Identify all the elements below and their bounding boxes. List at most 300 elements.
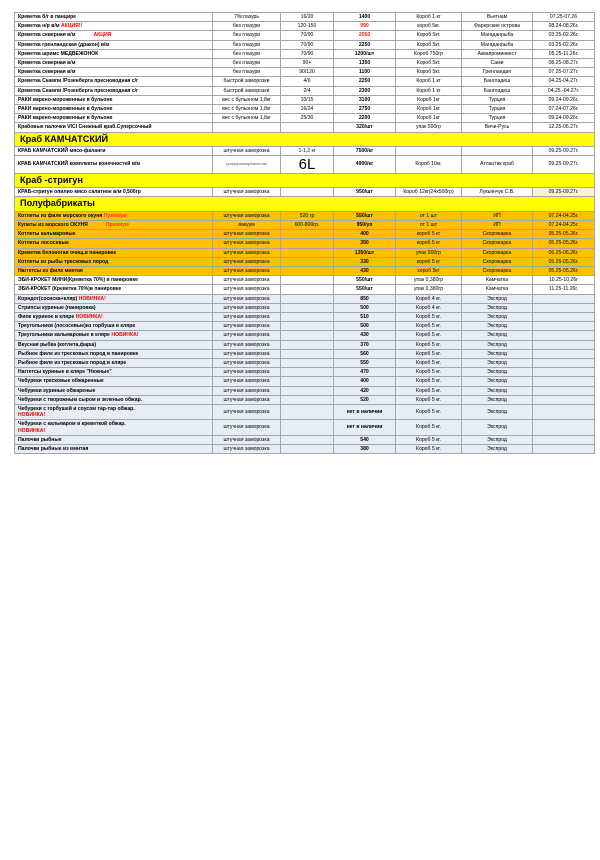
- shelf-life-cell: 07.24-04.25г.: [533, 220, 595, 229]
- size-cell: [281, 377, 334, 386]
- price-list-table: [14, 12, 595, 454]
- packaging-cell: упак 900гр: [396, 248, 462, 257]
- table-row: [15, 114, 595, 123]
- glaze-cell: штучная заморозка: [213, 303, 281, 312]
- manufacturer-cell: Турция: [462, 105, 533, 114]
- product-name-text: Креветка гренландская (дракон) в/м: [18, 41, 110, 48]
- product-name-text: Креветка Скампи /Розенберга пресноводная с/г: [18, 78, 139, 85]
- size-cell: 90/120: [281, 68, 334, 77]
- product-name-cell: [15, 211, 213, 220]
- manufacturer-cell: Фарерские острова: [462, 22, 533, 31]
- glaze-cell: штучная заморозка: [213, 211, 281, 220]
- manufacturer-cell: ИП: [462, 211, 533, 220]
- packaging-cell: упак 0,380гр: [396, 285, 462, 294]
- product-name-cell: [15, 123, 213, 132]
- product-name-cell: [15, 257, 213, 266]
- size-cell: [281, 239, 334, 248]
- glaze-cell: штучная заморозка: [213, 331, 281, 340]
- manufacturer-cell: Экспрод: [462, 303, 533, 312]
- size-cell: 2/4: [281, 86, 334, 95]
- table-row: [15, 420, 595, 435]
- shelf-life-cell: 05.25-05.26г.: [533, 239, 595, 248]
- size-cell: 10/15: [281, 95, 334, 104]
- product-name-text: Креветка северная в/м: [18, 69, 76, 76]
- price-cell: 2750: [334, 105, 396, 114]
- table-row: [15, 22, 595, 31]
- packaging-cell: Короб 5кг.: [396, 59, 462, 68]
- shelf-life-cell: 09.24-09.26г.: [533, 95, 595, 104]
- size-cell: [281, 312, 334, 321]
- product-name-text: Креветка шримс МЕДВЕЖОНОК: [18, 50, 99, 57]
- size-cell: 4/6: [281, 77, 334, 86]
- product-name-cell: [15, 377, 213, 386]
- size-cell: [281, 188, 334, 197]
- table-row: [15, 77, 595, 86]
- table-row: [15, 340, 595, 349]
- size-cell: [281, 349, 334, 358]
- manufacturer-cell: Скорожарка: [462, 230, 533, 239]
- product-name-cell: [15, 40, 213, 49]
- product-name-text: Треугольники кальмаровые в кляре: [18, 332, 112, 339]
- product-name-text: Палочки рыбные из минтая: [18, 445, 89, 452]
- shelf-life-cell: 12.25-06.27г.: [533, 123, 595, 132]
- packaging-cell: Короб 5 кг.: [396, 358, 462, 367]
- price-cell: 990: [334, 22, 396, 31]
- product-name-cell: [15, 105, 213, 114]
- size-cell: [281, 257, 334, 266]
- shelf-life-cell: [533, 312, 595, 321]
- size-cell: [281, 435, 334, 444]
- product-name-cell: [15, 420, 213, 435]
- novelty-badge: НОВИНКА!: [18, 427, 46, 434]
- product-name-cell: [15, 322, 213, 331]
- promo-badge: АКЦИЯ: [93, 32, 112, 39]
- table-row: [15, 230, 595, 239]
- price-cell: 430: [334, 331, 396, 340]
- manufacturer-cell: Экспрод: [462, 358, 533, 367]
- shelf-life-cell: [533, 294, 595, 303]
- packaging-cell: Короб 1кг: [396, 95, 462, 104]
- price-cell: 320/шт: [334, 123, 396, 132]
- manufacturer-cell: Камчатка: [462, 285, 533, 294]
- price-list-body: [15, 13, 595, 454]
- product-name-text: Купаты из морского ОКУНЯ: [18, 221, 88, 228]
- shelf-life-cell: 08.25-08.27г.: [533, 59, 595, 68]
- glaze-cell: вес с бульоном 1,8кг: [213, 105, 281, 114]
- table-row: [15, 239, 595, 248]
- price-cell: 330: [334, 257, 396, 266]
- table-row: [15, 13, 595, 22]
- table-row: [15, 285, 595, 294]
- size-cell: [281, 123, 334, 132]
- price-cell: 550/шт: [334, 285, 396, 294]
- packaging-cell: Короб 1 кг: [396, 77, 462, 86]
- size-cell: [281, 395, 334, 404]
- table-row: [15, 188, 595, 197]
- glaze-cell: штучная заморозка: [213, 377, 281, 386]
- price-cell: 7500/кг: [334, 146, 396, 155]
- glaze-cell: штучная заморозка: [213, 312, 281, 321]
- product-name-text: КРАБ КАМЧАТСКИЙ мясо-фаланги: [18, 147, 106, 154]
- product-name-text: Креветка Скампи /Розенберга пресноводная с/г: [18, 87, 139, 94]
- size-cell: [281, 404, 334, 419]
- product-name-text: Креветка б/г в панцире: [18, 14, 77, 20]
- section-header-row: [15, 132, 595, 146]
- packaging-cell: Короб 5 кг.: [396, 349, 462, 358]
- product-name-cell: [15, 444, 213, 453]
- packaging-cell: короб 5 кг: [396, 239, 462, 248]
- size-cell: [281, 340, 334, 349]
- shelf-life-cell: [533, 444, 595, 453]
- price-cell: 510: [334, 312, 396, 321]
- product-name-text: Креветка северная в/м: [18, 60, 76, 67]
- table-row: [15, 59, 595, 68]
- product-name-text: Чебуреки с творожным сыром и зеленью обжар.: [18, 396, 143, 403]
- product-name-cell: [15, 248, 213, 257]
- packaging-cell: Короб 5 кг.: [396, 395, 462, 404]
- manufacturer-cell: Вьетнам: [462, 13, 533, 22]
- packaging-cell: Короб 5кг.: [396, 31, 462, 40]
- price-cell: 1350: [334, 59, 396, 68]
- manufacturer-cell: Гренландия: [462, 68, 533, 77]
- product-name-text: Котлеты из филе морского окуня: [18, 212, 104, 219]
- shelf-life-cell: [533, 349, 595, 358]
- manufacturer-cell: Экспрод: [462, 340, 533, 349]
- table-row: [15, 220, 595, 229]
- size-cell: [281, 285, 334, 294]
- product-name-text: Корндог(сосиска+кляр): [18, 295, 79, 302]
- packaging-cell: Короб 5 кг.: [396, 404, 462, 419]
- product-name-text: Вкусная рыбка (котлета,фарш): [18, 341, 97, 348]
- glaze-cell: штучная заморозка: [213, 294, 281, 303]
- product-name-text: Наггетсы куриные в кляре "Нежные": [18, 369, 112, 376]
- table-row: [15, 294, 595, 303]
- glaze-cell: быстрой заморозки: [213, 86, 281, 95]
- packaging-cell: короб 5 кг: [396, 230, 462, 239]
- shelf-life-cell: 05.25-11.26г.: [533, 49, 595, 58]
- glaze-cell: штучная заморозка: [213, 349, 281, 358]
- table-row: [15, 368, 595, 377]
- price-cell: 4900/кг: [334, 156, 396, 174]
- packaging-cell: короб 5кг: [396, 266, 462, 275]
- glaze-cell: 7%глазурь: [213, 13, 281, 22]
- glaze-cell: штучная заморозка: [213, 435, 281, 444]
- manufacturer-cell: Скорожарка: [462, 266, 533, 275]
- manufacturer-cell: ИП: [462, 220, 533, 229]
- product-name-text: Чебуреки куриные обжареные: [18, 387, 96, 394]
- packaging-cell: Короб 5кг.: [396, 40, 462, 49]
- manufacturer-cell: [462, 146, 533, 155]
- product-name-text: Треугольники (лососевые)из горбуши в кляре: [18, 323, 136, 330]
- table-row: [15, 95, 595, 104]
- table-row: [15, 312, 595, 321]
- glaze-cell: штучная заморозка: [213, 420, 281, 435]
- glaze-cell: [213, 123, 281, 132]
- manufacturer-cell: Экспрод: [462, 444, 533, 453]
- manufacturer-cell: Экспрод: [462, 331, 533, 340]
- manufacturer-cell: Лукьянчук С.В.: [462, 188, 533, 197]
- glaze-cell: штучная заморозка: [213, 322, 281, 331]
- glaze-cell: без глазури: [213, 31, 281, 40]
- size-cell: 70/90: [281, 40, 334, 49]
- table-row: [15, 276, 595, 285]
- product-name-text: ЭБИ-КРОКЕТ (Креветка 70%)в панировке: [18, 286, 122, 293]
- price-cell: 550/шт: [334, 276, 396, 285]
- size-cell: 70/90: [281, 31, 334, 40]
- glaze-cell: штучная заморозка: [213, 444, 281, 453]
- glaze-cell: штучная заморозка: [213, 404, 281, 419]
- manufacturer-cell: Экспрод: [462, 435, 533, 444]
- price-cell: 2050: [334, 31, 396, 40]
- price-cell: 380: [334, 444, 396, 453]
- packaging-cell: Короб 12кг(24х500гр): [396, 188, 462, 197]
- manufacturer-cell: Турция: [462, 114, 533, 123]
- glaze-cell: быстрой заморозки: [213, 77, 281, 86]
- shelf-life-cell: 03.25-02.26г.: [533, 31, 595, 40]
- glaze-cell: штучная заморозка: [213, 386, 281, 395]
- product-name-cell: [15, 114, 213, 123]
- table-row: [15, 49, 595, 58]
- novelty-badge: НОВИНКА!: [111, 332, 139, 339]
- glaze-cell: без глазури: [213, 59, 281, 68]
- product-name-text: ЭБИ-КРОКЕТ МИНИ(Креветка 70%) в панировке: [18, 277, 138, 284]
- packaging-cell: [396, 146, 462, 155]
- product-name-cell: [15, 13, 213, 22]
- size-cell: [281, 444, 334, 453]
- table-row: [15, 68, 595, 77]
- section-header-label: Краб КАМЧАТСКИЙ: [15, 132, 595, 146]
- size-cell: 1-1,2 кг: [281, 146, 334, 155]
- glaze-cell: штучная заморозка: [213, 340, 281, 349]
- packaging-cell: Короб 5 кг.: [396, 322, 462, 331]
- manufacturer-cell: Скорожарка: [462, 257, 533, 266]
- glaze-cell: штучная заморозка: [213, 257, 281, 266]
- shelf-life-cell: [533, 368, 595, 377]
- size-cell: [281, 276, 334, 285]
- product-name-cell: [15, 340, 213, 349]
- shelf-life-cell: 07.25-07.26: [533, 13, 595, 22]
- manufacturer-cell: Экспрод: [462, 312, 533, 321]
- shelf-life-cell: 09.24-09.26г.: [533, 114, 595, 123]
- glaze-cell: без глазури: [213, 22, 281, 31]
- shelf-life-cell: 08.24-08.26г.: [533, 22, 595, 31]
- shelf-life-cell: [533, 395, 595, 404]
- product-name-cell: [15, 220, 213, 229]
- glaze-cell: штучная заморозка: [213, 358, 281, 367]
- premium-badge: Премиум: [103, 212, 127, 219]
- size-cell: [281, 358, 334, 367]
- packaging-cell: Короб 5 кг.: [396, 377, 462, 386]
- price-cell: 520: [334, 395, 396, 404]
- packaging-cell: Короб 750гр: [396, 49, 462, 58]
- price-cell: 550: [334, 358, 396, 367]
- product-name-text: Крабовые палочки VICI Снежный краб.Суперсочный: [18, 124, 152, 131]
- product-name-cell: [15, 266, 213, 275]
- product-name-cell: [15, 31, 213, 40]
- manufacturer-cell: Вичи-Русь: [462, 123, 533, 132]
- manufacturer-cell: Экспрод: [462, 386, 533, 395]
- size-cell: [281, 248, 334, 257]
- product-name-text: Палочки рыбные: [18, 436, 62, 443]
- table-row: [15, 404, 595, 419]
- table-row: [15, 395, 595, 404]
- size-cell: [281, 331, 334, 340]
- price-cell: 850: [334, 294, 396, 303]
- glaze-cell: штучная заморозка: [213, 188, 281, 197]
- price-cell: 400: [334, 377, 396, 386]
- glaze-cell: штучная заморозка: [213, 368, 281, 377]
- table-row: [15, 303, 595, 312]
- table-row: [15, 31, 595, 40]
- product-name-cell: [15, 368, 213, 377]
- price-cell: 560: [334, 349, 396, 358]
- section-header-row: [15, 174, 595, 188]
- product-name-text: Стрипсы куриные (панировка): [18, 304, 96, 311]
- shelf-life-cell: 04.25.-04.27г.: [533, 86, 595, 95]
- size-cell: [281, 294, 334, 303]
- manufacturer-cell: Турция: [462, 95, 533, 104]
- product-name-text: КРАБ КАМЧАТСКИЙ комплекты конечностей в/м: [18, 161, 141, 168]
- size-cell: 70/90: [281, 49, 334, 58]
- table-row: [15, 257, 595, 266]
- table-row: [15, 105, 595, 114]
- table-row: [15, 40, 595, 49]
- shelf-life-cell: [533, 377, 595, 386]
- product-name-cell: [15, 331, 213, 340]
- packaging-cell: короб 5кг.: [396, 22, 462, 31]
- shelf-life-cell: 04.25-04.27г.: [533, 77, 595, 86]
- price-cell: 550/шт: [334, 211, 396, 220]
- shelf-life-cell: [533, 386, 595, 395]
- product-name-text: Чебуреки с кальмаром и креветкой обжар.: [18, 421, 126, 428]
- glaze-cell: вес с бульоном 1,8кг: [213, 95, 281, 104]
- price-cell: 500: [334, 322, 396, 331]
- size-cell: [281, 303, 334, 312]
- shelf-life-cell: [533, 322, 595, 331]
- packaging-cell: Короб 5 кг.: [396, 340, 462, 349]
- shelf-life-cell: 09.25-09.27г.: [533, 156, 595, 174]
- size-cell: 25/30: [281, 114, 334, 123]
- price-cell: 2300: [334, 86, 396, 95]
- packaging-cell: Короб 1кг: [396, 105, 462, 114]
- packaging-cell: Короб 5 кг.: [396, 420, 462, 435]
- shelf-life-cell: [533, 404, 595, 419]
- glaze-cell: штучная заморозка: [213, 266, 281, 275]
- price-cell: 500: [334, 303, 396, 312]
- product-name-cell: [15, 156, 213, 174]
- packaging-cell: Короб 5 кг.: [396, 368, 462, 377]
- manufacturer-cell: Экспрод: [462, 395, 533, 404]
- product-name-text: Креветка белоногая очищ.в панировке: [18, 249, 117, 256]
- packaging-cell: упак 500гр: [396, 123, 462, 132]
- novelty-badge: НОВИНКА!: [75, 313, 103, 320]
- packaging-cell: Короб 1кг: [396, 114, 462, 123]
- shelf-life-cell: [533, 303, 595, 312]
- size-cell: 90+: [281, 59, 334, 68]
- product-name-cell: [15, 68, 213, 77]
- glaze-cell: штучная заморозка: [213, 276, 281, 285]
- manufacturer-cell: Магаданрыба: [462, 40, 533, 49]
- size-cell: [281, 230, 334, 239]
- table-row: [15, 349, 595, 358]
- manufacturer-cell: Экспрод: [462, 420, 533, 435]
- price-cell: нет в наличии: [334, 404, 396, 419]
- price-cell: 430: [334, 266, 396, 275]
- manufacturer-cell: Экспрод: [462, 404, 533, 419]
- shelf-life-cell: [533, 435, 595, 444]
- section-header-row: [15, 197, 595, 211]
- packaging-cell: Короб 10кг.: [396, 156, 462, 174]
- manufacturer-cell: Скорожарка: [462, 248, 533, 257]
- price-cell: 1100: [334, 68, 396, 77]
- packaging-cell: Короб 5 кг.: [396, 435, 462, 444]
- price-cell: 2250: [334, 40, 396, 49]
- product-name-cell: [15, 349, 213, 358]
- table-row: [15, 386, 595, 395]
- manufacturer-cell: Магаданрыба: [462, 31, 533, 40]
- packaging-cell: Короб 1 кг: [396, 86, 462, 95]
- product-name-text: Чебуреки тресковые обжаренные: [18, 378, 104, 385]
- table-row: [15, 146, 595, 155]
- table-row: [15, 358, 595, 367]
- shelf-life-cell: 09.25-09.27г.: [533, 188, 595, 197]
- shelf-life-cell: [533, 358, 595, 367]
- table-row: [15, 444, 595, 453]
- size-cell: 6L: [281, 156, 334, 174]
- product-name-cell: [15, 358, 213, 367]
- novelty-badge: НОВИНКА!: [18, 412, 46, 419]
- size-cell: 600-800гр.: [281, 220, 334, 229]
- product-name-text: Креветка северная в/м: [18, 32, 76, 39]
- product-name-cell: [15, 59, 213, 68]
- table-row: [15, 322, 595, 331]
- shelf-life-cell: [533, 331, 595, 340]
- glaze-cell: вес с бульоном 1,8кг: [213, 114, 281, 123]
- manufacturer-cell: Аквапроминвест: [462, 49, 533, 58]
- manufacturer-cell: Бангладеш: [462, 77, 533, 86]
- price-cell: 400: [334, 230, 396, 239]
- glaze-cell: супер/размер/качество: [213, 156, 281, 174]
- glaze-cell: штучная заморозка: [213, 285, 281, 294]
- manufacturer-cell: Экспрод: [462, 377, 533, 386]
- shelf-life-cell: 07.24-04.25г.: [533, 211, 595, 220]
- manufacturer-cell: Экспрод: [462, 349, 533, 358]
- shelf-life-cell: 05.25-05.26г.: [533, 257, 595, 266]
- price-list-sheet: [0, 12, 600, 860]
- packaging-cell: Короб 5 кг.: [396, 444, 462, 453]
- product-name-text: Котлеты из рыбы тресковых пород: [18, 258, 109, 265]
- shelf-life-cell: [533, 340, 595, 349]
- product-name-text: Чебуреки с горбушей и соусом тар-тар обжар.: [18, 405, 135, 412]
- product-name-cell: [15, 395, 213, 404]
- price-cell: 2250: [334, 77, 396, 86]
- price-cell: 950/уп: [334, 220, 396, 229]
- product-name-cell: [15, 239, 213, 248]
- section-header-label: Краб -стригун: [15, 174, 595, 188]
- shelf-life-cell: 06.25-06.26г.: [533, 248, 595, 257]
- packaging-cell: Короб 1 кг: [396, 13, 462, 22]
- price-cell: 3100: [334, 95, 396, 104]
- product-name-cell: [15, 386, 213, 395]
- packaging-cell: от 1 шт: [396, 211, 462, 220]
- packaging-cell: короб 5 кг: [396, 257, 462, 266]
- price-cell: 420: [334, 386, 396, 395]
- size-cell: [281, 386, 334, 395]
- product-name-cell: [15, 86, 213, 95]
- product-name-text: РАКИ варено-мороженные в бульоне: [18, 115, 113, 122]
- product-name-text: РАКИ варено-мороженные в бульоне: [18, 106, 113, 113]
- novelty-badge: НОВИНКА!: [78, 295, 106, 302]
